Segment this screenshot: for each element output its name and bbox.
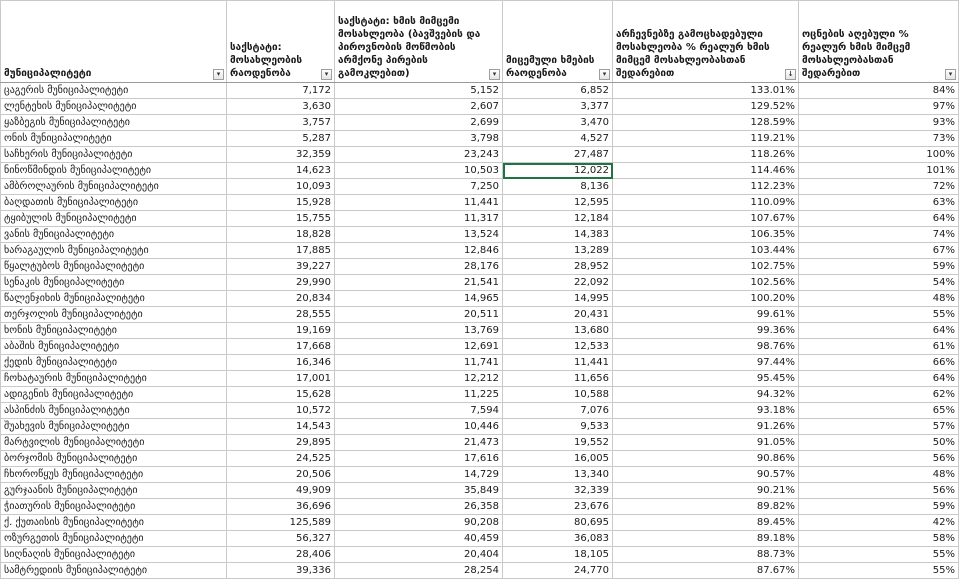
table-row [1,83,959,99]
cell-dream-percent[interactable]: 58% [799,531,959,547]
cell-population[interactable]: 15,628 [227,387,335,403]
cell-votes-cast[interactable]: 18,105 [503,547,613,563]
cell-turnout-percent[interactable]: 88.73% [613,547,799,563]
cell-votes-cast[interactable]: 8,136 [503,179,613,195]
cell-voting-population[interactable]: 12,212 [335,371,503,387]
header-row [1,1,959,83]
cell-voting-population[interactable]: 10,446 [335,419,503,435]
table-row [1,499,959,515]
cell-dream-percent[interactable]: 62% [799,387,959,403]
cell-dream-percent[interactable]: 61% [799,339,959,355]
cell-dream-percent[interactable]: 66% [799,355,959,371]
table-row [1,547,959,563]
cell-municipality[interactable]: ჭიათურის მუნიციპალიტეტი [1,499,227,515]
cell-municipality[interactable]: აბაშის მუნიციპალიტეტი [1,339,227,355]
cell-turnout-percent[interactable]: 102.56% [613,275,799,291]
cell-municipality[interactable]: ლენტეხის მუნიციპალიტეტი [1,99,227,115]
cell-turnout-percent[interactable]: 133.01% [613,83,799,99]
cell-municipality[interactable]: თერჯოლის მუნიციპალიტეტი [1,307,227,323]
table-row [1,339,959,355]
table-row [1,179,959,195]
cell-votes-cast[interactable]: 12,533 [503,339,613,355]
cell-turnout-percent[interactable]: 89.18% [613,531,799,547]
cell-dream-percent[interactable]: 64% [799,211,959,227]
cell-voting-population[interactable]: 7,594 [335,403,503,419]
cell-municipality[interactable]: გურჯაანის მუნიციპალიტეტი [1,483,227,499]
table-row [1,483,959,499]
cell-turnout-percent[interactable]: 114.46% [613,163,799,179]
cell-municipality[interactable]: ქედის მუნიციპალიტეტი [1,355,227,371]
cell-population[interactable]: 39,336 [227,563,335,579]
filter-dropdown-icon[interactable]: ▾ [213,69,224,80]
cell-municipality[interactable]: სამტრედიის მუნიციპალიტეტი [1,563,227,579]
cell-turnout-percent[interactable]: 118.26% [613,147,799,163]
cell-municipality[interactable]: ცაგერის მუნიციპალიტეტი [1,83,227,99]
cell-municipality[interactable]: წალენჯიხის მუნიციპალიტეტი [1,291,227,307]
cell-dream-percent[interactable]: 56% [799,483,959,499]
cell-voting-population[interactable]: 11,741 [335,355,503,371]
cell-municipality[interactable]: ქ. ქუთაისის მუნიციპალიტეტი [1,515,227,531]
cell-municipality[interactable]: ადიგენის მუნიციპალიტეტი [1,387,227,403]
cell-municipality[interactable]: წყალტუბოს მუნიციპალიტეტი [1,259,227,275]
cell-votes-cast[interactable]: 20,431 [503,307,613,323]
cell-voting-population[interactable]: 11,441 [335,195,503,211]
table-row [1,451,959,467]
table-row [1,467,959,483]
header-municipality: მუნიციპალიტეტი ▾ [1,1,227,83]
cell-voting-population[interactable]: 10,503 [335,163,503,179]
cell-municipality[interactable]: ტყიბულის მუნიციპალიტეტი [1,211,227,227]
cell-population[interactable]: 20,506 [227,467,335,483]
table-row [1,131,959,147]
cell-voting-population[interactable]: 12,846 [335,243,503,259]
cell-votes-cast[interactable]: 6,852 [503,83,613,99]
cell-dream-percent[interactable]: 56% [799,451,959,467]
cell-dream-percent[interactable]: 73% [799,131,959,147]
table-row [1,355,959,371]
cell-population[interactable]: 14,543 [227,419,335,435]
cell-population[interactable]: 19,169 [227,323,335,339]
cell-population[interactable]: 18,828 [227,227,335,243]
cell-votes-cast[interactable]: 12,022 [503,163,613,179]
cell-voting-population[interactable]: 2,699 [335,115,503,131]
cell-dream-percent[interactable]: 64% [799,323,959,339]
cell-municipality[interactable]: მარტვილის მუნიციპალიტეტი [1,435,227,451]
header-voting-population: საქსტატი: ხმის მიმცემი მოსახლეობა (ბავშვების და პიროვნობის მოწმობის არმქონე პირების გამოკლებით) ▾ [335,1,503,83]
cell-turnout-percent[interactable]: 90.21% [613,483,799,499]
cell-dream-percent[interactable]: 55% [799,547,959,563]
header-turnout-percent: არჩევნებზე გამოცხადებული მოსახლეობა % რეალურ ხმის მიმცემ მოსახლეობასთან შედარებით ↓ [613,1,799,83]
cell-voting-population[interactable]: 21,473 [335,435,503,451]
cell-votes-cast[interactable]: 4,527 [503,131,613,147]
cell-dream-percent[interactable]: 74% [799,227,959,243]
cell-dream-percent[interactable]: 50% [799,435,959,451]
cell-turnout-percent[interactable]: 129.52% [613,99,799,115]
cell-votes-cast[interactable]: 28,952 [503,259,613,275]
table-row [1,211,959,227]
cell-dream-percent[interactable]: 48% [799,467,959,483]
cell-voting-population[interactable]: 13,769 [335,323,503,339]
table-row [1,387,959,403]
table-row [1,227,959,243]
cell-population[interactable]: 5,287 [227,131,335,147]
cell-voting-population[interactable]: 3,798 [335,131,503,147]
table-row [1,563,959,579]
cell-votes-cast[interactable]: 19,552 [503,435,613,451]
cell-votes-cast[interactable]: 7,076 [503,403,613,419]
cell-turnout-percent[interactable]: 87.67% [613,563,799,579]
cell-votes-cast[interactable]: 12,595 [503,195,613,211]
header-dream-percent: ოცნების აღებული % რეალურ ხმის მიმცემ მოსახლეობასთან შედარებით ▾ [799,1,959,83]
cell-municipality[interactable]: ჩხოროწყუს მუნიციპალიტეტი [1,467,227,483]
cell-votes-cast[interactable]: 32,339 [503,483,613,499]
cell-voting-population[interactable]: 28,176 [335,259,503,275]
cell-votes-cast[interactable]: 23,676 [503,499,613,515]
cell-turnout-percent[interactable]: 100.20% [613,291,799,307]
cell-population[interactable]: 24,525 [227,451,335,467]
cell-voting-population[interactable]: 23,243 [335,147,503,163]
table-row [1,259,959,275]
cell-population[interactable]: 125,589 [227,515,335,531]
cell-turnout-percent[interactable]: 93.18% [613,403,799,419]
cell-voting-population[interactable]: 2,607 [335,99,503,115]
cell-population[interactable]: 17,668 [227,339,335,355]
table-row [1,419,959,435]
cell-dream-percent[interactable]: 93% [799,115,959,131]
header-population: საქსტატი: მოსახლეობის რაოდენობა ▾ [227,1,335,83]
cell-municipality[interactable]: ნინოწმინდის მუნიციპალიტეტი [1,163,227,179]
cell-population[interactable]: 49,909 [227,483,335,499]
cell-votes-cast[interactable]: 22,092 [503,275,613,291]
cell-population[interactable]: 17,001 [227,371,335,387]
cell-turnout-percent[interactable]: 110.09% [613,195,799,211]
cell-voting-population[interactable]: 5,152 [335,83,503,99]
cell-votes-cast[interactable]: 16,005 [503,451,613,467]
cell-dream-percent[interactable]: 55% [799,307,959,323]
cell-turnout-percent[interactable]: 98.76% [613,339,799,355]
cell-dream-percent[interactable]: 67% [799,243,959,259]
cell-voting-population[interactable]: 14,965 [335,291,503,307]
filter-dropdown-icon[interactable]: ▾ [599,69,610,80]
cell-population[interactable]: 28,555 [227,307,335,323]
cell-voting-population[interactable]: 26,358 [335,499,503,515]
cell-voting-population[interactable]: 20,404 [335,547,503,563]
table-row [1,515,959,531]
cell-municipality[interactable]: ამბროლაურის მუნიციპალიტეტი [1,179,227,195]
cell-votes-cast[interactable]: 14,383 [503,227,613,243]
cell-population[interactable]: 29,990 [227,275,335,291]
cell-turnout-percent[interactable]: 89.45% [613,515,799,531]
cell-turnout-percent[interactable]: 99.36% [613,323,799,339]
table-row [1,99,959,115]
table-row [1,307,959,323]
cell-municipality[interactable]: ონის მუნიციპალიტეტი [1,131,227,147]
cell-population[interactable]: 39,227 [227,259,335,275]
cell-dream-percent[interactable]: 59% [799,259,959,275]
cell-votes-cast[interactable]: 13,289 [503,243,613,259]
cell-population[interactable]: 10,572 [227,403,335,419]
cell-voting-population[interactable]: 40,459 [335,531,503,547]
cell-voting-population[interactable]: 12,691 [335,339,503,355]
cell-dream-percent[interactable]: 100% [799,147,959,163]
cell-voting-population[interactable]: 11,225 [335,387,503,403]
table-row [1,115,959,131]
cell-dream-percent[interactable]: 54% [799,275,959,291]
cell-municipality[interactable]: ბაღდათის მუნიციპალიტეტი [1,195,227,211]
cell-turnout-percent[interactable]: 99.61% [613,307,799,323]
cell-turnout-percent[interactable]: 128.59% [613,115,799,131]
sort-descending-icon[interactable]: ↓ [785,69,796,80]
table-row [1,435,959,451]
cell-municipality[interactable]: სიღნაღის მუნიციპალიტეტი [1,547,227,563]
cell-turnout-percent[interactable]: 94.32% [613,387,799,403]
header-votes-cast: მიცემული ხმების რაოდენობა ▾ [503,1,613,83]
cell-population[interactable]: 10,093 [227,179,335,195]
cell-population[interactable]: 15,755 [227,211,335,227]
cell-population[interactable]: 20,834 [227,291,335,307]
cell-turnout-percent[interactable]: 97.44% [613,355,799,371]
table-row [1,163,959,179]
cell-voting-population[interactable]: 7,250 [335,179,503,195]
cell-votes-cast[interactable]: 10,588 [503,387,613,403]
cell-voting-population[interactable]: 90,208 [335,515,503,531]
table-row [1,291,959,307]
cell-votes-cast[interactable]: 11,441 [503,355,613,371]
cell-votes-cast[interactable]: 27,487 [503,147,613,163]
cell-population[interactable]: 3,757 [227,115,335,131]
cell-dream-percent[interactable]: 63% [799,195,959,211]
cell-votes-cast[interactable]: 24,770 [503,563,613,579]
cell-municipality[interactable]: შუახევის მუნიციპალიტეტი [1,419,227,435]
cell-dream-percent[interactable]: 48% [799,291,959,307]
cell-population[interactable]: 56,327 [227,531,335,547]
cell-municipality[interactable]: ასპინძის მუნიციპალიტეტი [1,403,227,419]
cell-municipality[interactable]: სენაკის მუნიციპალიტეტი [1,275,227,291]
cell-turnout-percent[interactable]: 112.23% [613,179,799,195]
cell-turnout-percent[interactable]: 90.86% [613,451,799,467]
cell-turnout-percent[interactable]: 89.82% [613,499,799,515]
table-row [1,531,959,547]
table-row [1,371,959,387]
cell-dream-percent[interactable]: 65% [799,403,959,419]
cell-voting-population[interactable]: 20,511 [335,307,503,323]
cell-turnout-percent[interactable]: 91.05% [613,435,799,451]
cell-population[interactable]: 32,359 [227,147,335,163]
table-row [1,243,959,259]
filter-dropdown-icon[interactable]: ▾ [321,69,332,80]
cell-votes-cast[interactable]: 3,470 [503,115,613,131]
cell-dream-percent[interactable]: 64% [799,371,959,387]
cell-turnout-percent[interactable]: 95.45% [613,371,799,387]
cell-votes-cast[interactable]: 13,340 [503,467,613,483]
cell-dream-percent[interactable]: 42% [799,515,959,531]
cell-population[interactable]: 17,885 [227,243,335,259]
cell-dream-percent[interactable]: 97% [799,99,959,115]
cell-turnout-percent[interactable]: 106.35% [613,227,799,243]
cell-voting-population[interactable]: 35,849 [335,483,503,499]
cell-turnout-percent[interactable]: 107.67% [613,211,799,227]
cell-voting-population[interactable]: 13,524 [335,227,503,243]
cell-dream-percent[interactable]: 101% [799,163,959,179]
cell-votes-cast[interactable]: 11,656 [503,371,613,387]
cell-municipality[interactable]: ჩოხატაურის მუნიციპალიტეტი [1,371,227,387]
cell-votes-cast[interactable]: 80,695 [503,515,613,531]
table-row [1,403,959,419]
cell-turnout-percent[interactable]: 90.57% [613,467,799,483]
cell-dream-percent[interactable]: 84% [799,83,959,99]
cell-voting-population[interactable]: 21,541 [335,275,503,291]
cell-municipality[interactable]: ხონის მუნიციპალიტეტი [1,323,227,339]
cell-population[interactable]: 28,406 [227,547,335,563]
cell-dream-percent[interactable]: 57% [799,419,959,435]
cell-municipality[interactable]: ყაზბეგის მუნიციპალიტეტი [1,115,227,131]
table-row [1,147,959,163]
cell-votes-cast[interactable]: 14,995 [503,291,613,307]
cell-votes-cast[interactable]: 36,083 [503,531,613,547]
table-row [1,195,959,211]
cell-population[interactable]: 29,895 [227,435,335,451]
cell-population[interactable]: 15,928 [227,195,335,211]
cell-population[interactable]: 3,630 [227,99,335,115]
cell-turnout-percent[interactable]: 103.44% [613,243,799,259]
cell-voting-population[interactable]: 11,317 [335,211,503,227]
cell-votes-cast[interactable]: 3,377 [503,99,613,115]
cell-voting-population[interactable]: 14,729 [335,467,503,483]
cell-municipality[interactable]: საჩხერის მუნიციპალიტეტი [1,147,227,163]
cell-turnout-percent[interactable]: 119.21% [613,131,799,147]
cell-voting-population[interactable]: 28,254 [335,563,503,579]
cell-votes-cast[interactable]: 12,184 [503,211,613,227]
cell-turnout-percent[interactable]: 91.26% [613,419,799,435]
cell-dream-percent[interactable]: 72% [799,179,959,195]
filter-dropdown-icon[interactable]: ▾ [945,69,956,80]
cell-municipality[interactable]: ოზურგეთის მუნიციპალიტეტი [1,531,227,547]
cell-votes-cast[interactable]: 9,533 [503,419,613,435]
cell-municipality[interactable]: ბორჯომის მუნიციპალიტეტი [1,451,227,467]
cell-dream-percent[interactable]: 55% [799,563,959,579]
filter-dropdown-icon[interactable]: ▾ [489,69,500,80]
cell-population[interactable]: 36,696 [227,499,335,515]
table-body [1,83,959,579]
cell-dream-percent[interactable]: 59% [799,499,959,515]
table-row [1,323,959,339]
cell-turnout-percent[interactable]: 102.75% [613,259,799,275]
cell-voting-population[interactable]: 17,616 [335,451,503,467]
cell-population[interactable]: 16,346 [227,355,335,371]
cell-population[interactable]: 14,623 [227,163,335,179]
cell-municipality[interactable]: ვანის მუნიციპალიტეტი [1,227,227,243]
cell-votes-cast[interactable]: 13,680 [503,323,613,339]
cell-municipality[interactable]: ხარაგაულის მუნიციპალიტეტი [1,243,227,259]
cell-population[interactable]: 7,172 [227,83,335,99]
table-row [1,275,959,291]
